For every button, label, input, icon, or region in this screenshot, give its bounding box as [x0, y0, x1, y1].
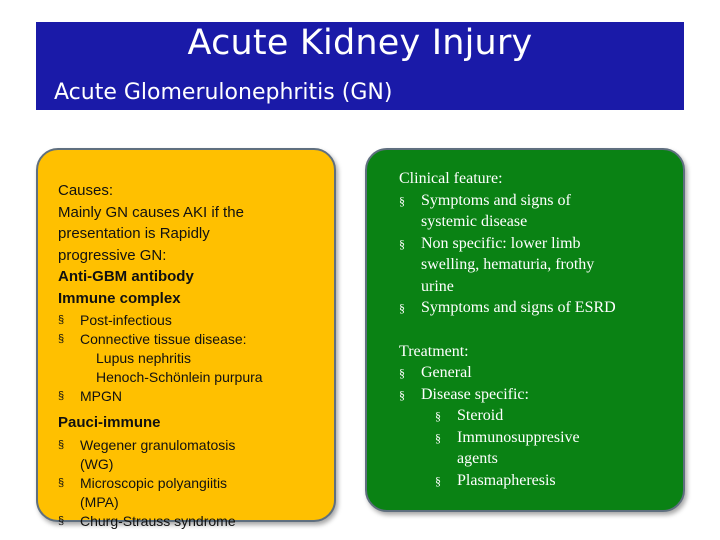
bullet-icon: § [58, 314, 65, 326]
clinical-list [399, 190, 673, 319]
bullet-icon: § [435, 430, 441, 445]
bullet-icon: § [58, 333, 65, 345]
bullet-icon: § [399, 236, 405, 251]
list-item [399, 297, 673, 319]
treatment-heading: Treatment: [399, 342, 469, 360]
list-item-text: Symptoms and signs of [421, 191, 571, 209]
causes-panel [36, 148, 336, 529]
anti-gbm-heading: Anti-GBM antibody [58, 268, 194, 285]
slide-title: Acute Kidney Injury [187, 23, 533, 63]
list-item [435, 470, 673, 492]
bullet-icon: § [435, 409, 441, 423]
causes-line: progressive GN: [58, 246, 167, 264]
list-item [58, 512, 324, 531]
list-item [58, 387, 324, 406]
list-item-text: Steroid [457, 407, 504, 424]
bullet-icon: § [399, 193, 405, 208]
list-item-text: Microscopic polyangiitis [80, 475, 228, 491]
list-item-text: Disease specific: [421, 385, 529, 403]
causes-line: Mainly GN causes AKI if the [58, 203, 244, 221]
list-item-text: Connective tissue disease: [80, 331, 247, 347]
list-item [58, 474, 324, 512]
spacer [399, 319, 673, 341]
causes-line: presentation is Rapidly [58, 225, 210, 242]
list-item-text: General [421, 364, 472, 381]
list-item [399, 233, 673, 298]
treatment-list [399, 362, 673, 405]
slide-subtitle: Acute Glomerulonephritis (GN) [54, 80, 393, 105]
list-item-text: (MPA) [80, 494, 119, 510]
pauci-immune-list [58, 436, 324, 531]
list-item-text: systemic disease [421, 213, 528, 230]
bullet-icon: § [58, 477, 65, 489]
list-item [399, 190, 673, 233]
list-item-text: Non specific: lower limb [421, 234, 581, 252]
immune-complex-list [58, 311, 324, 406]
bullet-icon: § [399, 301, 405, 315]
list-item-text: Plasmapheresis [457, 471, 556, 489]
list-item-text: Symptoms and signs of ESRD [421, 299, 616, 316]
bullet-icon: § [435, 473, 441, 488]
bullet-icon: § [58, 515, 65, 527]
disease-specific-list [435, 405, 673, 491]
list-item [58, 311, 324, 330]
bullet-icon: § [58, 439, 65, 451]
list-item-text: (WG) [80, 456, 114, 472]
immune-complex-heading: Immune complex [58, 289, 181, 307]
list-item [435, 405, 673, 427]
sub-item: Henoch-Schönlein purpura [96, 369, 263, 385]
list-item-text: agents [457, 450, 498, 467]
bullet-icon: § [399, 387, 405, 402]
pauci-immune-heading: Pauci-immune [58, 414, 161, 431]
list-item-text: swelling, hematuria, frothy [421, 256, 595, 273]
bullet-icon: § [399, 366, 405, 380]
list-item-text: Immunosuppresive [457, 428, 580, 446]
list-item-text: urine [421, 277, 454, 295]
list-item [58, 436, 324, 474]
list-item-text: Post-infectious [80, 312, 172, 328]
list-item [58, 330, 324, 387]
list-item [399, 384, 673, 406]
list-item-text: MPGN [80, 388, 122, 404]
sub-item: Lupus nephritis [96, 350, 191, 366]
title-banner [36, 22, 684, 110]
causes-line: Causes: [58, 182, 114, 199]
list-item-text: Churg-Strauss syndrome [80, 513, 236, 529]
list-item [435, 427, 673, 470]
bullet-icon: § [58, 390, 65, 402]
list-item-text: Wegener granulomatosis [80, 437, 236, 453]
clinical-heading: Clinical feature: [399, 170, 503, 187]
clinical-panel [365, 148, 685, 512]
list-item [399, 362, 673, 384]
